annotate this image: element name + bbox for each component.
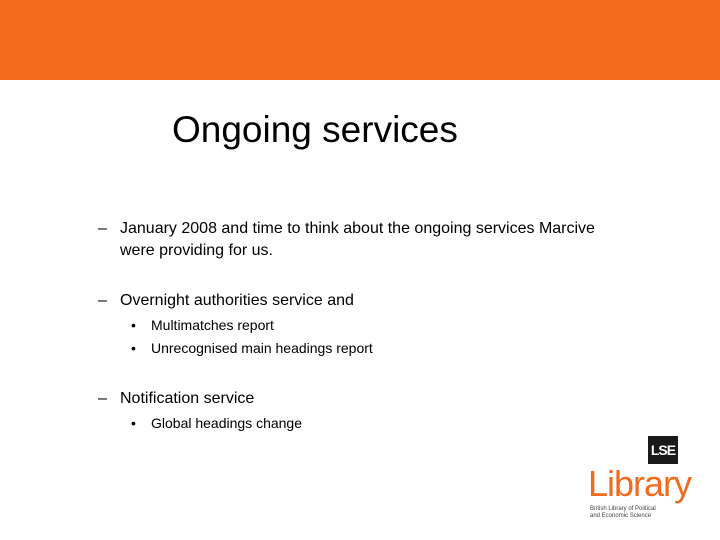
logo-subtitle-line: British Library of Political bbox=[590, 506, 656, 512]
sub-bullet-item bbox=[131, 316, 274, 334]
bullet-text: Notification service bbox=[120, 390, 255, 407]
bullet-marker: – bbox=[98, 220, 107, 237]
sub-bullet-text: Global headings change bbox=[151, 415, 303, 431]
bullet-marker: – bbox=[98, 292, 107, 309]
lse-logo-box: LSE bbox=[648, 436, 678, 464]
bullet-item bbox=[98, 290, 618, 312]
slide-title: Ongoing services bbox=[172, 109, 458, 150]
bullet-text: Overnight authorities service and bbox=[120, 292, 354, 309]
sub-bullet-text: Unrecognised main headings report bbox=[151, 340, 373, 356]
logo-subtitle bbox=[590, 506, 700, 520]
bullet-marker: – bbox=[98, 390, 107, 407]
sub-bullet-text: Multimatches report bbox=[151, 317, 274, 333]
logo-wordmark: Library bbox=[588, 463, 692, 504]
sub-bullet-marker: • bbox=[131, 415, 136, 431]
sub-bullet-item bbox=[131, 339, 373, 357]
logo-subtitle-line: and Economic Science bbox=[590, 513, 652, 519]
bullet-item bbox=[98, 388, 618, 410]
sub-bullet-marker: • bbox=[131, 340, 136, 356]
bullet-item bbox=[98, 218, 618, 262]
bullet-text: January 2008 and time to think about the ongoing services Marcive were providing for us. bbox=[120, 220, 595, 259]
sub-bullet-item bbox=[131, 414, 302, 432]
sub-bullet-marker: • bbox=[131, 317, 136, 333]
lse-library-logo bbox=[588, 436, 698, 526]
